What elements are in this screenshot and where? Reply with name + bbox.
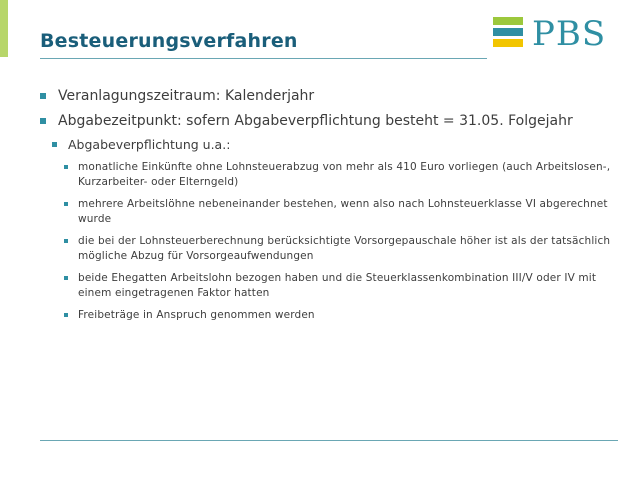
bullet-text: Abgabeverpflichtung u.a.: <box>68 137 231 152</box>
bullet-square-icon <box>40 118 46 124</box>
bullet-abgabepflicht <box>40 136 620 154</box>
sub-bullet <box>40 160 620 190</box>
sub-bullet-text: die bei der Lohnsteuerberechnung berücksichtigte Vorsorgepauschale höher ist als der tatsächlich mögliche Abzug für Vorsorgeaufwendungen <box>78 235 611 262</box>
bullet-square-icon <box>64 202 68 206</box>
footer-divider <box>40 440 618 441</box>
bullet-text: Veranlagungszeitraum: Kalenderjahr <box>58 88 315 104</box>
bullet-veranlagung <box>40 86 620 106</box>
sub-bullet-text: Freibeträge in Anspruch genommen werden <box>78 309 315 321</box>
bullet-text: Abgabezeitpunkt: sofern Abgabeverpflichtung besteht = 31.05. Folgejahr <box>58 113 573 129</box>
sub-bullet <box>40 234 620 264</box>
sub-bullet-text: beide Ehegatten Arbeitslohn bezogen haben und die Steuerklassenkombination III/V oder IV mit einem eingetragenen Faktor hatten <box>78 272 597 299</box>
bullet-square-icon <box>64 313 68 317</box>
sub-bullet <box>40 271 620 301</box>
bullet-square-icon <box>52 142 57 147</box>
title-divider <box>40 58 487 59</box>
sub-bullet <box>40 197 620 227</box>
pbs-logo-icon <box>492 16 526 50</box>
bullet-list <box>40 86 620 330</box>
pbs-logo-text: PBS <box>532 14 607 54</box>
bullet-square-icon <box>64 165 68 169</box>
bullet-square-icon <box>40 93 46 99</box>
sub-bullet <box>40 308 620 323</box>
bullet-abgabezeitpunkt <box>40 111 620 131</box>
bullet-square-icon <box>64 276 68 280</box>
pbs-logo <box>492 16 622 54</box>
accent-bar <box>0 0 8 57</box>
sub-bullet-text: mehrere Arbeitslöhne nebeneinander bestehen, wenn also nach Lohnsteuerklasse VI abgerechnet wurde <box>78 198 608 225</box>
slide-title: Besteuerungsverfahren <box>40 30 298 52</box>
bullet-square-icon <box>64 239 68 243</box>
sub-bullet-text: monatliche Einkünfte ohne Lohnsteuerabzug von mehr als 410 Euro vorliegen (auch Arbeitslosen-, Kurzarbeiter- oder Elterngeld) <box>78 161 611 188</box>
